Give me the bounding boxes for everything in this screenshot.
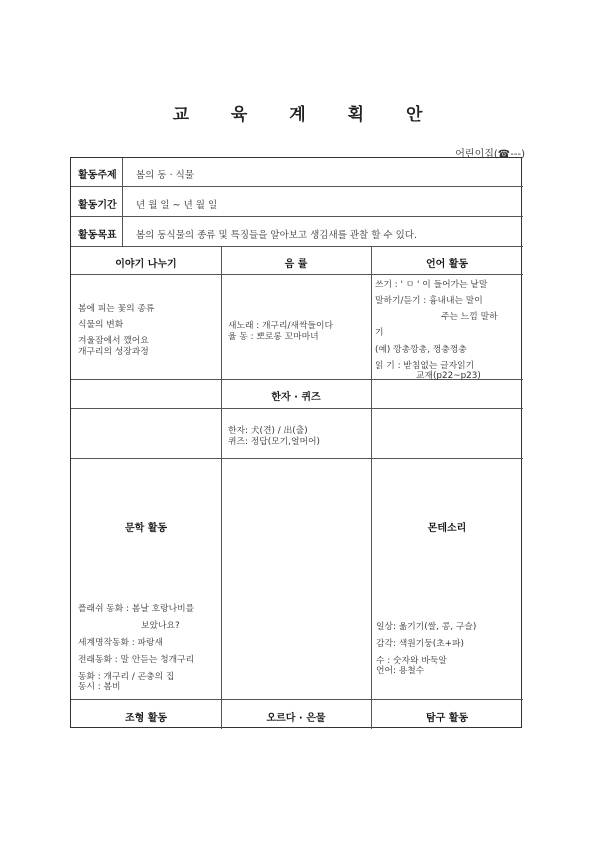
talk-item: 겨울잠에서 깼어요 <box>78 336 149 346</box>
header-art: 조형 활동 <box>124 713 168 724</box>
montessori-item: 일상: 옮기기(쌀, 콩, 구슬) <box>376 622 477 632</box>
organization-label: 어린이집(☎---) <box>455 149 525 160</box>
talk-item: 봄에 피는 꽃의 종류 <box>78 304 155 314</box>
literature-item: 동화 : 개구리 / 곤충의 집 <box>78 672 175 682</box>
language-item: 읽 기 : 받침없는 글자읽기 <box>375 361 475 371</box>
language-item: 기 <box>375 328 384 338</box>
header-music: 음 률 <box>284 259 308 270</box>
period-label: 활동기간 <box>78 200 117 211</box>
row-divider <box>71 274 523 275</box>
header-inquiry: 탐구 활동 <box>425 713 469 724</box>
row-divider <box>71 246 523 247</box>
montessori-item: 수 : 숫자와 바둑알 <box>376 656 447 666</box>
literature-item: 보았나요? <box>141 621 180 631</box>
goal-label: 활동목표 <box>78 230 117 241</box>
header-literature: 문학 활동 <box>124 523 168 534</box>
montessori-item: 언어: 용철수 <box>376 666 425 676</box>
period-value: 년 월 일 ~ 년 월 일 <box>136 200 218 211</box>
hanja-item: 한자: 犬(견) / 出(출) <box>228 426 308 436</box>
header-orda: 오르다 · 은물 <box>266 713 326 724</box>
literature-item: 세계명작동화 : 파랑새 <box>78 638 164 648</box>
header-language: 언어 활동 <box>425 259 469 270</box>
plan-table <box>70 157 522 728</box>
language-item: 말하기/듣기 : 흉내내는 말이 <box>375 296 483 306</box>
literature-item: 전래동화 : 말 안듣는 청개구리 <box>78 655 195 665</box>
language-item: 주는 느낌 말하 <box>441 312 498 322</box>
theme-label: 활동주제 <box>78 170 117 181</box>
language-item: 교재(p22~p23) <box>416 371 481 381</box>
header-hanja: 한자 · 퀴즈 <box>271 392 321 403</box>
talk-item: 식물의 변화 <box>78 320 124 330</box>
literature-item: 플래쉬 동화 : 봄날 호랑나비를 <box>78 604 195 614</box>
hanja-item: 퀴즈: 정답(모기,얼머어) <box>228 437 320 447</box>
row-divider <box>71 186 523 187</box>
goal-value: 봄의 동식물의 종류 및 특징들을 알아보고 생김새를 관찰 할 수 있다. <box>136 230 417 241</box>
row-divider <box>71 699 523 700</box>
column-divider <box>221 246 222 729</box>
talk-item: 개구리의 성장과정 <box>78 347 149 357</box>
montessori-item: 감각: 색원기둥(초+파) <box>376 639 464 649</box>
header-talk: 이야기 나누기 <box>115 259 177 270</box>
row-divider <box>71 458 523 459</box>
column-divider <box>371 246 372 729</box>
language-item: (예) 깡총깡총, 껑충껑충 <box>375 345 467 355</box>
language-item: 쓰기 : ' ㅁ ' 이 들어가는 낱말 <box>375 280 488 290</box>
column-divider <box>122 158 123 246</box>
literature-item: 동시 : 봄비 <box>78 682 121 692</box>
header-montessori: 몬테소리 <box>427 523 467 534</box>
music-item: 새노래 : 개구리/새싹들이다 <box>228 321 333 331</box>
music-item: 율 동 : 뽀로롱 꼬마마녀 <box>228 332 319 342</box>
theme-value: 봄의 동 · 식물 <box>136 170 194 181</box>
row-divider <box>71 216 523 217</box>
row-divider <box>71 408 523 409</box>
document-title: 교 육 계 획 안 <box>172 105 441 125</box>
